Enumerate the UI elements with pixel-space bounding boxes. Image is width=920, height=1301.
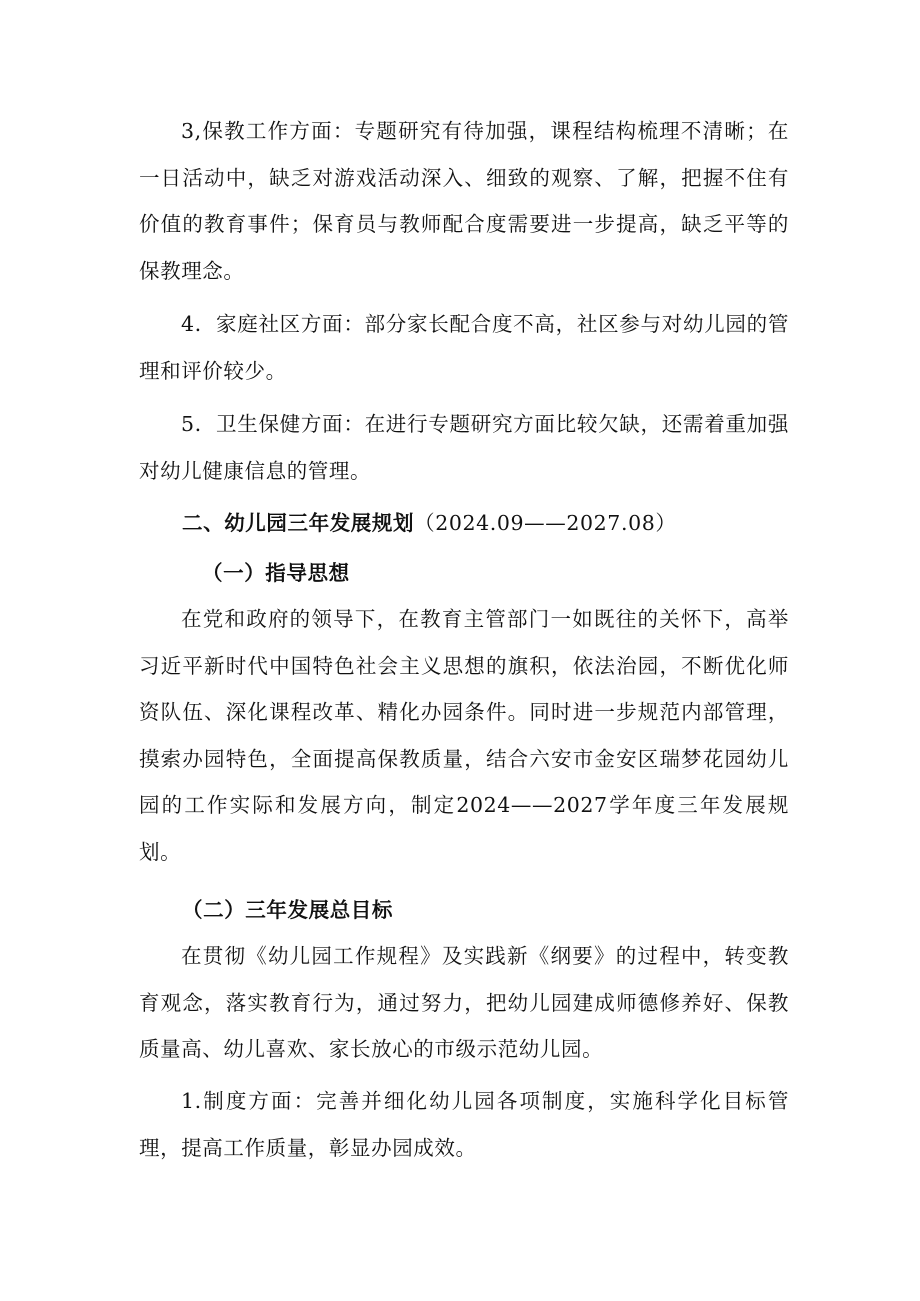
subheading-three-year-goal: （二）三年发展总目标: [182, 898, 393, 922]
paragraph-system-aspect: 1.制度方面：完善并细化幼儿园各项制度，实施科学化目标管理，提高工作质量，彰显办园成效。: [139, 1089, 789, 1160]
section-two-title: 二、幼儿园三年发展规划: [182, 511, 415, 535]
section-two-period: （2024.09——2027.08）: [414, 511, 677, 535]
section-two-heading: [182, 508, 676, 538]
paragraph-family-community: 4．家庭社区方面：部分家长配合度不高，社区参与对幼儿园的管理和评价较少。: [139, 312, 789, 383]
paragraph-overall-goal: 在贯彻《幼儿园工作规程》及实践新《纲要》的过程中，转变教育观念，落实教育行为，通过努力，把幼儿园建成师德修养好、保教质量高、幼儿喜欢、家长放心的市级示范幼儿园。: [139, 944, 789, 1061]
paragraph-guiding-ideology: 在党和政府的领导下，在教育主管部门一如既往的关怀下，高举习近平新时代中国特色社会主义思想的旗积，依法治园，不断优化师资队伍、深化课程改革、精化办园条件。同时进一步规范内部管理，摸索办园特色，全面提高保教质量，结合六安市金安区瑞梦花园幼儿园的工作实际和发展方向，制定2024——2027学年度三年发展规划。: [139, 607, 789, 864]
subheading-guiding-ideology: （一）指导思想: [202, 561, 350, 585]
paragraph-health-care: 5．卫生保健方面：在进行专题研究方面比较欠缺，还需着重加强对幼儿健康信息的管理。: [139, 412, 789, 483]
paragraph-childcare-work: 3,保教工作方面：专题研究有待加强，课程结构梳理不清晰；在一日活动中，缺乏对游戏活动深入、细致的观察、了解，把握不住有价值的教育事件；保育员与教师配合度需要进一步提高，缺乏平等的保教理念。: [139, 119, 789, 283]
